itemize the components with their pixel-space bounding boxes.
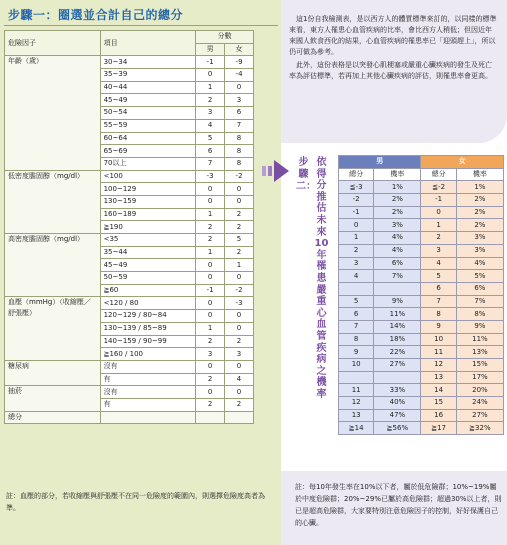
prob-header-male: 男 bbox=[339, 156, 421, 169]
risk-item: 160~189 bbox=[100, 208, 196, 221]
step2-title: 步驟二： bbox=[296, 157, 316, 192]
female-total-score: 11 bbox=[421, 346, 456, 359]
female-probability: 24% bbox=[456, 397, 503, 410]
female-probability: 20% bbox=[456, 384, 503, 397]
female-score: 0 bbox=[225, 386, 254, 399]
male-total-score: 0 bbox=[339, 219, 374, 232]
table-row bbox=[339, 346, 504, 359]
table-row bbox=[339, 257, 504, 270]
male-total-score: ≦-3 bbox=[339, 181, 374, 194]
risk-item: 沒有 bbox=[100, 360, 196, 373]
female-total-score: 7 bbox=[421, 295, 456, 308]
male-total-score: 5 bbox=[339, 295, 374, 308]
female-total-score: 6 bbox=[421, 282, 456, 295]
male-total-score: 7 bbox=[339, 320, 374, 333]
male-score: 0 bbox=[196, 297, 225, 310]
female-total-score: 14 bbox=[421, 384, 456, 397]
total-cell bbox=[196, 411, 225, 424]
male-total-score: -2 bbox=[339, 194, 374, 207]
risk-item: 45~49 bbox=[100, 259, 196, 272]
table-row bbox=[5, 170, 254, 183]
female-probability: 6% bbox=[456, 282, 503, 295]
table-row bbox=[339, 333, 504, 346]
header-factor: 危險因子 bbox=[5, 31, 101, 56]
female-score: 0 bbox=[225, 183, 254, 196]
male-probability: 40% bbox=[374, 397, 421, 410]
female-probability: 3% bbox=[456, 232, 503, 245]
table-row bbox=[5, 360, 254, 373]
risk-item: <100 bbox=[100, 170, 196, 183]
female-score: 3 bbox=[225, 348, 254, 361]
female-score: 0 bbox=[225, 310, 254, 323]
probability-table bbox=[338, 155, 504, 435]
risk-item: 50~54 bbox=[100, 107, 196, 120]
male-score: 0 bbox=[196, 69, 225, 82]
female-total-score: 10 bbox=[421, 333, 456, 346]
total-row bbox=[5, 411, 254, 424]
female-score: -3 bbox=[225, 297, 254, 310]
female-probability: 13% bbox=[456, 346, 503, 359]
intro-paragraph-2: 此外，這份表格是以突發心肌梗塞或嚴重心臟疾病的發生及死亡率為評估標準，若再加上其他心臟疾病的評估，則罹患率會更高。 bbox=[289, 61, 492, 80]
risk-item: <35 bbox=[100, 234, 196, 247]
risk-item: 沒有 bbox=[100, 386, 196, 399]
risk-factor-label: 年齡（歲） bbox=[5, 56, 101, 170]
female-score: 8 bbox=[225, 157, 254, 170]
male-score: 0 bbox=[196, 272, 225, 285]
male-score: 3 bbox=[196, 107, 225, 120]
male-probability: 22% bbox=[374, 346, 421, 359]
risk-item: 120~129 / 80~84 bbox=[100, 310, 196, 323]
risk-item: 60~64 bbox=[100, 132, 196, 145]
female-score: 0 bbox=[225, 322, 254, 335]
step1-note: 註：血壓的部分，若收縮壓與舒張壓不在同一危險度的範圍內，則選擇危險度高者為準。 bbox=[6, 492, 265, 512]
total-cell bbox=[225, 411, 254, 424]
male-probability: 2% bbox=[374, 206, 421, 219]
female-probability: 2% bbox=[456, 219, 503, 232]
risk-factor-label: 低密度膽固醇（mg/dl） bbox=[5, 170, 101, 233]
male-probability: 2% bbox=[374, 194, 421, 207]
risk-factor-label: 糖尿病 bbox=[5, 360, 101, 385]
male-total-score: 8 bbox=[339, 333, 374, 346]
female-score: 2 bbox=[225, 398, 254, 411]
table-row bbox=[339, 206, 504, 219]
table-row bbox=[339, 422, 504, 435]
divider bbox=[4, 25, 278, 26]
female-total-score: 1 bbox=[421, 219, 456, 232]
table-row bbox=[339, 320, 504, 333]
female-probability: 2% bbox=[456, 206, 503, 219]
female-score: 2 bbox=[225, 246, 254, 259]
risk-item: 50~59 bbox=[100, 272, 196, 285]
intro-text bbox=[289, 14, 497, 84]
female-score: 2 bbox=[225, 208, 254, 221]
male-probability: 9% bbox=[374, 295, 421, 308]
male-score: 1 bbox=[196, 322, 225, 335]
table-row bbox=[5, 386, 254, 399]
risk-item: ≧190 bbox=[100, 221, 196, 234]
male-total-score: 3 bbox=[339, 257, 374, 270]
female-score: 0 bbox=[225, 272, 254, 285]
risk-item: ≧160 / 100 bbox=[100, 348, 196, 361]
prob-header-female: 女 bbox=[421, 156, 504, 169]
female-score: -9 bbox=[225, 56, 254, 69]
risk-item: 30~34 bbox=[100, 56, 196, 69]
male-probability: 4% bbox=[374, 232, 421, 245]
male-score: -1 bbox=[196, 56, 225, 69]
header-male: 男 bbox=[196, 43, 225, 56]
female-total-score: 13 bbox=[421, 371, 456, 384]
risk-table-body bbox=[5, 56, 254, 424]
male-total-score: ≧14 bbox=[339, 422, 374, 435]
male-total-score: 10 bbox=[339, 359, 374, 372]
female-score: -2 bbox=[225, 170, 254, 183]
male-probability: ≧56% bbox=[374, 422, 421, 435]
male-score: 2 bbox=[196, 94, 225, 107]
male-score: 0 bbox=[196, 360, 225, 373]
female-probability: 17% bbox=[456, 371, 503, 384]
risk-item: 140~159 / 90~99 bbox=[100, 335, 196, 348]
female-probability: 2% bbox=[456, 194, 503, 207]
male-total-score: 13 bbox=[339, 409, 374, 422]
table-row bbox=[339, 409, 504, 422]
male-score: 1 bbox=[196, 208, 225, 221]
female-score: 8 bbox=[225, 145, 254, 158]
female-total-score: 3 bbox=[421, 244, 456, 257]
male-score: 0 bbox=[196, 195, 225, 208]
female-probability: 8% bbox=[456, 308, 503, 321]
table-row bbox=[339, 359, 504, 372]
male-score: -1 bbox=[196, 284, 225, 297]
male-score: 4 bbox=[196, 119, 225, 132]
step2-note: 註：每10年發生率在10%以下者，屬於低危險群；10%~19%屬於中度危險群；20%~29%已屬於高危險群；超過30%以上者，則已是超高危險群，大家要特別注意危險因子的控制，好好保護自己的心臟。 bbox=[295, 483, 502, 527]
male-score: 0 bbox=[196, 259, 225, 272]
table-row bbox=[339, 308, 504, 321]
female-total-score: 8 bbox=[421, 308, 456, 321]
male-probability bbox=[374, 371, 421, 384]
male-score: 7 bbox=[196, 157, 225, 170]
male-score: 3 bbox=[196, 348, 225, 361]
table-row bbox=[339, 384, 504, 397]
table-row bbox=[339, 244, 504, 257]
table-row bbox=[5, 56, 254, 69]
female-score: -4 bbox=[225, 69, 254, 82]
male-score: 2 bbox=[196, 398, 225, 411]
risk-item: 55~59 bbox=[100, 119, 196, 132]
header-female: 女 bbox=[225, 43, 254, 56]
male-score: 2 bbox=[196, 234, 225, 247]
risk-item: 有 bbox=[100, 398, 196, 411]
male-score: 2 bbox=[196, 373, 225, 386]
female-score: -2 bbox=[225, 284, 254, 297]
female-probability: 11% bbox=[456, 333, 503, 346]
male-probability bbox=[374, 282, 421, 295]
female-total-score: 0 bbox=[421, 206, 456, 219]
female-total-score: 5 bbox=[421, 270, 456, 283]
risk-item: 35~39 bbox=[100, 69, 196, 82]
risk-item: 45~49 bbox=[100, 94, 196, 107]
female-total-score: 2 bbox=[421, 232, 456, 245]
risk-item: 100~129 bbox=[100, 183, 196, 196]
probability-table-body bbox=[339, 168, 504, 434]
risk-item: <120 / 80 bbox=[100, 297, 196, 310]
male-score: 0 bbox=[196, 183, 225, 196]
female-total-score: 16 bbox=[421, 409, 456, 422]
prob-subheader-male-score: 總分 bbox=[339, 168, 374, 181]
female-total-score: ≧17 bbox=[421, 422, 456, 435]
male-total-score: 4 bbox=[339, 270, 374, 283]
table-row bbox=[339, 181, 504, 194]
female-total-score: ≦-2 bbox=[421, 181, 456, 194]
intro-paragraph-1: 這1份自我檢測表，是以西方人的體質標準來訂的，以同樣的標準來看，東方人罹患心血管疾病的比率，會比西方人稍低；但因近年來國人飲食西化的結果，心血管疾病的罹患率已「迎頭趕上」，所以仍可做為參考。 bbox=[289, 15, 497, 56]
female-score: 2 bbox=[225, 335, 254, 348]
risk-item: 70以上 bbox=[100, 157, 196, 170]
female-total-score: 15 bbox=[421, 397, 456, 410]
male-probability: 14% bbox=[374, 320, 421, 333]
male-score: 0 bbox=[196, 310, 225, 323]
female-score: 0 bbox=[225, 360, 254, 373]
table-row bbox=[5, 297, 254, 310]
male-score: 1 bbox=[196, 246, 225, 259]
female-probability: 15% bbox=[456, 359, 503, 372]
female-total-score: 12 bbox=[421, 359, 456, 372]
male-score: 6 bbox=[196, 145, 225, 158]
female-score: 4 bbox=[225, 373, 254, 386]
step2-note-box bbox=[281, 471, 507, 545]
risk-factor-label: 抽菸 bbox=[5, 386, 101, 411]
male-probability: 6% bbox=[374, 257, 421, 270]
male-total-score: 12 bbox=[339, 397, 374, 410]
risk-factor-label: 高密度膽固醇（mg/dl） bbox=[5, 234, 101, 297]
male-total-score bbox=[339, 282, 374, 295]
table-row bbox=[339, 270, 504, 283]
total-label: 總分 bbox=[5, 411, 101, 424]
table-row bbox=[339, 232, 504, 245]
female-probability: 9% bbox=[456, 320, 503, 333]
male-score: 0 bbox=[196, 386, 225, 399]
male-probability: 47% bbox=[374, 409, 421, 422]
risk-score-table bbox=[4, 30, 254, 424]
male-probability: 4% bbox=[374, 244, 421, 257]
male-total-score: 9 bbox=[339, 346, 374, 359]
prob-subheader-female-rate: 機率 bbox=[456, 168, 503, 181]
female-probability: ≧32% bbox=[456, 422, 503, 435]
female-score: 3 bbox=[225, 94, 254, 107]
male-total-score: 2 bbox=[339, 244, 374, 257]
female-score: 7 bbox=[225, 119, 254, 132]
female-total-score: 9 bbox=[421, 320, 456, 333]
intro-box bbox=[281, 0, 507, 143]
risk-item: 130~159 bbox=[100, 195, 196, 208]
risk-item: 有 bbox=[100, 373, 196, 386]
table-row bbox=[339, 194, 504, 207]
male-score: -3 bbox=[196, 170, 225, 183]
male-score: 2 bbox=[196, 335, 225, 348]
table-row bbox=[339, 282, 504, 295]
step2-subtitle: 依得分推估未來10年罹患嚴重心血管疾病之機率 bbox=[314, 157, 329, 400]
male-score: 2 bbox=[196, 221, 225, 234]
male-total-score: -1 bbox=[339, 206, 374, 219]
female-score: 1 bbox=[225, 259, 254, 272]
risk-item: ≧60 bbox=[100, 284, 196, 297]
table-row bbox=[339, 371, 504, 384]
header-score: 分數 bbox=[196, 31, 254, 44]
female-score: 2 bbox=[225, 221, 254, 234]
female-score: 6 bbox=[225, 107, 254, 120]
male-probability: 18% bbox=[374, 333, 421, 346]
prob-subheader-female-score: 總分 bbox=[421, 168, 456, 181]
male-probability: 33% bbox=[374, 384, 421, 397]
female-total-score: 4 bbox=[421, 257, 456, 270]
step1-title: 步驟一：圈選並合計自己的總分 bbox=[8, 8, 184, 22]
purple-arrow-icon bbox=[262, 158, 290, 184]
male-total-score: 11 bbox=[339, 384, 374, 397]
male-probability: 7% bbox=[374, 270, 421, 283]
risk-factor-label: 血壓（mmHg）（收縮壓／舒張壓） bbox=[5, 297, 101, 360]
female-probability: 7% bbox=[456, 295, 503, 308]
male-probability: 27% bbox=[374, 359, 421, 372]
female-probability: 5% bbox=[456, 270, 503, 283]
male-total-score bbox=[339, 371, 374, 384]
male-score: 1 bbox=[196, 81, 225, 94]
female-probability: 3% bbox=[456, 244, 503, 257]
male-score: 5 bbox=[196, 132, 225, 145]
female-probability: 1% bbox=[456, 181, 503, 194]
table-row bbox=[339, 397, 504, 410]
female-probability: 27% bbox=[456, 409, 503, 422]
male-probability: 3% bbox=[374, 219, 421, 232]
risk-item: 65~69 bbox=[100, 145, 196, 158]
header-item: 項目 bbox=[100, 31, 196, 56]
risk-item: 35~44 bbox=[100, 246, 196, 259]
female-total-score: -1 bbox=[421, 194, 456, 207]
female-score: 5 bbox=[225, 234, 254, 247]
female-score: 0 bbox=[225, 81, 254, 94]
male-total-score: 6 bbox=[339, 308, 374, 321]
table-row bbox=[339, 219, 504, 232]
male-total-score: 1 bbox=[339, 232, 374, 245]
risk-item: 130~139 / 85~89 bbox=[100, 322, 196, 335]
female-score: 8 bbox=[225, 132, 254, 145]
total-cell bbox=[100, 411, 196, 424]
male-probability: 11% bbox=[374, 308, 421, 321]
risk-item: 40~44 bbox=[100, 81, 196, 94]
table-row bbox=[339, 295, 504, 308]
prob-subheader-male-rate: 機率 bbox=[374, 168, 421, 181]
female-score: 0 bbox=[225, 195, 254, 208]
female-probability: 4% bbox=[456, 257, 503, 270]
table-row bbox=[5, 234, 254, 247]
male-probability: 1% bbox=[374, 181, 421, 194]
